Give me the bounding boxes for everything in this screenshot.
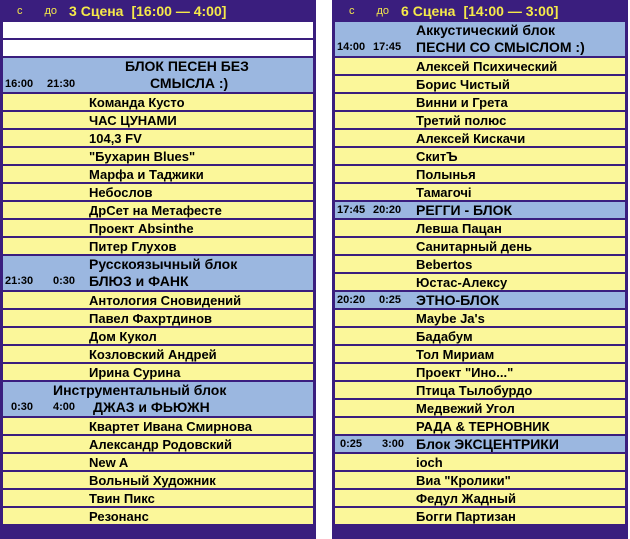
block-end-time: 3:00 bbox=[382, 438, 405, 450]
artist-name: Александр Родовский bbox=[89, 436, 233, 452]
artist-row bbox=[335, 256, 625, 274]
artist-row bbox=[335, 274, 625, 292]
to-label: до bbox=[376, 5, 390, 17]
to-label: до bbox=[44, 5, 58, 17]
block-title: Инструментальный блок bbox=[53, 382, 227, 398]
artist-row bbox=[335, 382, 625, 400]
artist-name: Антология Сновидений bbox=[89, 292, 242, 308]
block-blues-funk bbox=[3, 256, 313, 292]
artist-row bbox=[335, 328, 625, 346]
block-start-time: 20:20 bbox=[337, 294, 366, 306]
artist-name: Бадабум bbox=[416, 328, 473, 344]
stage-3-header bbox=[3, 0, 313, 22]
stage-time-range: [16:00 — 4:00] bbox=[131, 3, 227, 19]
block-end-time: 21:30 bbox=[47, 78, 76, 90]
artist-row bbox=[335, 130, 625, 148]
artist-row bbox=[3, 130, 313, 148]
artist-row bbox=[335, 490, 625, 508]
block-title: Аккустический блок bbox=[416, 22, 556, 38]
block-start-time: 0:30 bbox=[11, 401, 34, 413]
block-title: Русскоязычный блок bbox=[89, 256, 238, 272]
artist-name: СкитЪ bbox=[416, 148, 458, 164]
block-reggae bbox=[335, 202, 625, 220]
artist-name: New A bbox=[89, 454, 129, 470]
artist-row bbox=[335, 238, 625, 256]
block-title: Блок ЭКСЦЕНТРИКИ bbox=[416, 436, 559, 452]
block-title: РЕГГИ - БЛОК bbox=[416, 202, 513, 218]
artist-name: Птица Тылобурдо bbox=[416, 382, 533, 398]
stage-6-header bbox=[335, 0, 625, 22]
artist-row bbox=[3, 436, 313, 454]
artist-row bbox=[335, 76, 625, 94]
artist-name: Питер Глухов bbox=[89, 238, 177, 254]
artist-name: Борис Чистый bbox=[416, 76, 510, 92]
artist-row bbox=[3, 310, 313, 328]
artist-name: ioch bbox=[416, 454, 443, 470]
block-title: ПЕСНИ СО СМЫСЛОМ :) bbox=[416, 39, 585, 55]
artist-row bbox=[335, 508, 625, 526]
artist-name: Медвежий Угол bbox=[416, 400, 515, 416]
artist-name: Алексей Кискачи bbox=[416, 130, 526, 146]
stage-time-range: [14:00 — 3:00] bbox=[463, 3, 559, 19]
artist-row bbox=[335, 364, 625, 382]
artist-name: ДрСет на Метафесте bbox=[89, 202, 222, 218]
artist-row bbox=[3, 454, 313, 472]
artist-row bbox=[335, 148, 625, 166]
artist-name: Богги Партизан bbox=[416, 508, 516, 524]
artist-row bbox=[335, 166, 625, 184]
artist-name: Полынья bbox=[416, 166, 476, 182]
artist-name: Твин Пикс bbox=[89, 490, 155, 506]
artist-row bbox=[3, 508, 313, 526]
stage-title: 6 Сцена bbox=[401, 3, 456, 19]
artist-name: Винни и Грета bbox=[416, 94, 508, 110]
artist-row bbox=[3, 112, 313, 130]
artist-row bbox=[335, 472, 625, 490]
artist-row bbox=[335, 454, 625, 472]
artist-name: Maybe Ja's bbox=[416, 310, 485, 326]
block-title: СМЫСЛА :) bbox=[150, 75, 229, 91]
artist-row bbox=[3, 364, 313, 382]
stage-title: 3 Сцена bbox=[69, 3, 124, 19]
from-label: с bbox=[349, 5, 355, 17]
artist-name: ЧАС ЦУНАМИ bbox=[89, 112, 177, 128]
block-end-time: 0:25 bbox=[379, 294, 402, 306]
artist-name: Тамагочі bbox=[416, 184, 472, 200]
artist-row bbox=[3, 472, 313, 490]
block-title: БЛЮЗ и ФАНК bbox=[89, 273, 189, 289]
artist-name: Проект Absinthe bbox=[89, 220, 194, 236]
block-end-time: 17:45 bbox=[373, 41, 402, 53]
artist-name: Небослов bbox=[89, 184, 153, 200]
block-ethno bbox=[335, 292, 625, 310]
artist-name: Тол Мириам bbox=[416, 346, 495, 362]
artist-row bbox=[3, 184, 313, 202]
artist-row bbox=[3, 346, 313, 364]
artist-row bbox=[3, 202, 313, 220]
artist-row bbox=[3, 490, 313, 508]
artist-name: Вольный Художник bbox=[89, 472, 216, 488]
artist-row bbox=[335, 184, 625, 202]
block-songs-without-meaning bbox=[3, 58, 313, 94]
artist-row bbox=[3, 166, 313, 184]
empty-row bbox=[3, 40, 313, 58]
artist-row bbox=[335, 310, 625, 328]
block-end-time: 0:30 bbox=[53, 275, 76, 287]
artist-name: РАДА & ТЕРНОВНИК bbox=[416, 418, 550, 434]
artist-name: Квартет Ивана Смирнова bbox=[89, 418, 253, 434]
artist-name: Марфа и Таджики bbox=[89, 166, 204, 182]
artist-row bbox=[3, 220, 313, 238]
artist-name: Команда Кусто bbox=[89, 94, 185, 110]
block-title: ДЖАЗ и ФЬЮЖН bbox=[93, 399, 210, 415]
artist-row bbox=[335, 400, 625, 418]
block-eccentrics bbox=[335, 436, 625, 454]
artist-row bbox=[335, 220, 625, 238]
block-start-time: 21:30 bbox=[5, 275, 34, 287]
artist-name: Левша Пацан bbox=[416, 220, 502, 236]
block-end-time: 20:20 bbox=[373, 204, 402, 216]
artist-row bbox=[3, 292, 313, 310]
artist-name: Ирина Сурина bbox=[89, 364, 181, 380]
artist-name: 104,3 FV bbox=[89, 130, 142, 146]
artist-row bbox=[3, 328, 313, 346]
artist-row bbox=[3, 148, 313, 166]
artist-name: Козловский Андрей bbox=[89, 346, 217, 362]
artist-name: Федул Жадный bbox=[416, 490, 517, 506]
artist-name: Дом Кукол bbox=[89, 328, 157, 344]
block-title: ЭТНО-БЛОК bbox=[416, 292, 500, 308]
artist-name: Третий полюс bbox=[416, 112, 507, 128]
artist-row bbox=[335, 58, 625, 76]
artist-name: Санитарный день bbox=[416, 238, 533, 254]
artist-name: Виа "Кролики" bbox=[416, 472, 511, 488]
block-start-time: 14:00 bbox=[337, 41, 366, 53]
block-title: БЛОК ПЕСЕН БЕЗ bbox=[125, 58, 249, 74]
from-label: с bbox=[17, 5, 23, 17]
artist-name: Bebertos bbox=[416, 256, 473, 272]
artist-row bbox=[3, 238, 313, 256]
artist-row bbox=[3, 418, 313, 436]
artist-row bbox=[335, 346, 625, 364]
artist-name: Резонанс bbox=[89, 508, 149, 524]
block-start-time: 16:00 bbox=[5, 78, 34, 90]
artist-row bbox=[335, 112, 625, 130]
artist-name: Проект "Ино..." bbox=[416, 364, 514, 380]
stage-6-schedule bbox=[332, 0, 628, 539]
block-jazz-fusion bbox=[3, 382, 313, 418]
artist-name: "Бухарин Blues" bbox=[89, 148, 196, 164]
empty-row bbox=[3, 22, 313, 40]
block-acoustic bbox=[335, 22, 625, 58]
artist-row bbox=[335, 94, 625, 112]
block-start-time: 0:25 bbox=[340, 438, 363, 450]
artist-row bbox=[3, 94, 313, 112]
block-start-time: 17:45 bbox=[337, 204, 366, 216]
block-end-time: 4:00 bbox=[53, 401, 76, 413]
artist-name: Юстас-Алексу bbox=[416, 274, 508, 290]
artist-name: Алексей Психический bbox=[416, 58, 558, 74]
artist-row bbox=[335, 418, 625, 436]
artist-name: Павел Фахртдинов bbox=[89, 310, 213, 326]
